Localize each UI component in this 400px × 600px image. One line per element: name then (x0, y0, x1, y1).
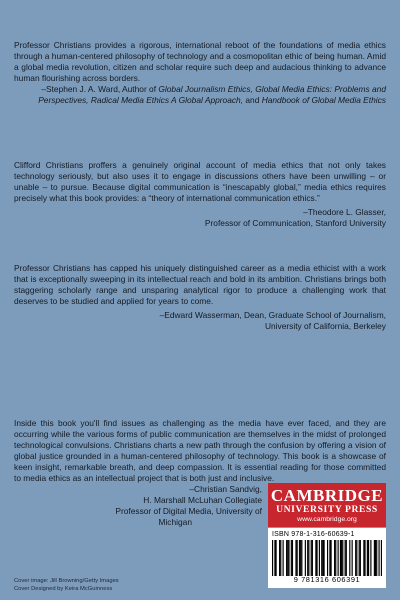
barcode-bar (376, 540, 377, 576)
barcode-bar (334, 540, 335, 576)
barcode-bar (276, 540, 277, 576)
barcode-bar (355, 540, 356, 576)
barcode-bar (274, 540, 275, 576)
barcode-bar (292, 540, 293, 576)
barcode-bar (359, 540, 360, 576)
attribution-affiliation: Michigan (158, 517, 192, 527)
barcode-bar (283, 540, 284, 576)
barcode-digits: 9 781316 606391 (293, 575, 361, 584)
barcode-bar (375, 540, 376, 576)
barcode-bar (286, 540, 287, 576)
publisher-name: CAMBRIDGE (270, 486, 384, 505)
cover-design-credit: Cover Designed by Keira McGuinness (14, 586, 113, 592)
barcode-bar (381, 540, 382, 576)
barcode-bar (311, 540, 312, 576)
barcode-bar (301, 540, 302, 576)
barcode-bar (360, 540, 361, 576)
barcode-bar (346, 540, 347, 576)
barcode-bar (352, 540, 353, 576)
barcode-bar (312, 540, 313, 576)
barcode-bar (340, 540, 341, 576)
barcode-bar (287, 540, 288, 576)
endorsement-text: Professor Christians provides a rigorous, international reboot of the foundations of media ethics through a human-centered philosophy of technology and a cosmopolitan ethic of being human. Amid a global media revolution, citizen and scholar require such deep and audacious thinking to advance human flourishing across borders. (14, 40, 386, 83)
barcode-bar (335, 540, 336, 576)
attribution-name: –Theodore L. Glasser, (303, 207, 386, 217)
publisher-logo (268, 483, 386, 527)
barcode-bar (272, 540, 273, 576)
attribution-affiliation: University of California, Berkeley (264, 321, 386, 331)
barcode-bar (279, 540, 280, 576)
barcode-bar (280, 540, 281, 576)
barcode-bar (368, 540, 369, 576)
barcode-bar (370, 540, 371, 576)
publisher-press: UNIVERSITY PRESS (276, 504, 378, 515)
barcode-bar (331, 540, 332, 576)
barcode-bar (307, 540, 308, 576)
barcode-bar (295, 540, 296, 576)
barcode-bar (378, 540, 379, 576)
barcode-bar (341, 540, 342, 576)
publisher-url: www.cambridge.org (297, 516, 357, 523)
endorsement-text: Inside this book you'll find issues as challenging as the media have ever faced, and they are occurring while the various forms of public communication are themselves in the midst of prolonged technological convulsions. Christians charts a new path through the confusion by offering a vision of global justice grounded in a human-centered philosophy of technology. This book is a showcase of keen insight, remarkable breath, and deep compassion. It is essential reading for those committed to media ethics as an intellectual project that is both just and inclusive. (14, 418, 386, 483)
barcode-bar (356, 540, 357, 576)
barcode-bar (323, 540, 324, 576)
barcode-bar (338, 540, 339, 576)
endorsement-ward (14, 40, 386, 106)
book-title: Handbook of Global Media Ethics (261, 95, 386, 105)
barcode-bar (327, 540, 328, 576)
attribution-and: and (243, 95, 262, 105)
barcode-bar (349, 540, 350, 576)
endorsement-text: Professor Christians has capped his uniquely distinguished career as a media ethicist with a work that is exceptionally sweeping in its intellectual reach and bold in its ambition. Christians brings both staggering scholarly range and unsparing analytical rigor to produce a challenging work that deserves to be studied and applied for years to come. (14, 263, 386, 306)
endorsement-text: Clifford Christians proffers a genuinely original account of media ethics that not only takes technology seriously, but also uses it to engage in discussions others have been unwilling – or unable – to pursue. Because digital communication is “inescapably global,” media ethics requires precisely what this book provides: a “theory of international communication ethics.” (14, 160, 386, 203)
cover-image-credit: Cover image: Jill Browning/Getty Images (14, 578, 119, 584)
barcode-bar (305, 540, 306, 576)
barcode-bar (315, 540, 316, 576)
barcode-bar (321, 540, 322, 576)
endorsement-attribution (14, 84, 386, 106)
attribution-name: –Christian Sandvig, (189, 484, 262, 494)
attribution-affiliation: Professor of Communication, Stanford University (204, 218, 386, 228)
barcode-panel (268, 528, 386, 588)
attribution-name: –Stephen J. A. Ward, Author of (41, 84, 159, 94)
barcode-bar (329, 540, 330, 576)
barcode-bar (345, 540, 346, 576)
barcode-bar (319, 540, 320, 576)
barcode-bar (342, 540, 343, 576)
barcode-bar (363, 540, 364, 576)
barcode-bar (288, 540, 289, 576)
book-titles: Global Journalism Ethics, Global Media Ethics: Problems and Perspectives, Radical Media Ethics A Global Approach, (38, 84, 386, 105)
barcode-bar (316, 540, 317, 576)
barcode-bar (297, 540, 298, 576)
barcode-bar (291, 540, 292, 576)
barcode-bar (364, 540, 365, 576)
barcode-bar (367, 540, 368, 576)
barcode-bar (299, 540, 300, 576)
barcode-bar (322, 540, 323, 576)
attribution-affiliation: H. Marshall McLuhan Collegiate (143, 495, 262, 505)
barcode-bars (272, 540, 382, 576)
barcode-bar (374, 540, 375, 576)
attribution-name: –Edward Wasserman, Dean, Graduate School of Journalism, (159, 310, 386, 320)
barcode-bar (300, 540, 301, 576)
barcode-bar (308, 540, 309, 576)
attribution-affiliation: Professor of Digital Media, University of (115, 506, 262, 516)
endorsement-glasser (14, 160, 386, 229)
endorsement-wasserman (14, 263, 386, 332)
isbn-label: ISBN 978-1-316-60639-1 (272, 531, 355, 538)
cover-credits (14, 577, 119, 593)
